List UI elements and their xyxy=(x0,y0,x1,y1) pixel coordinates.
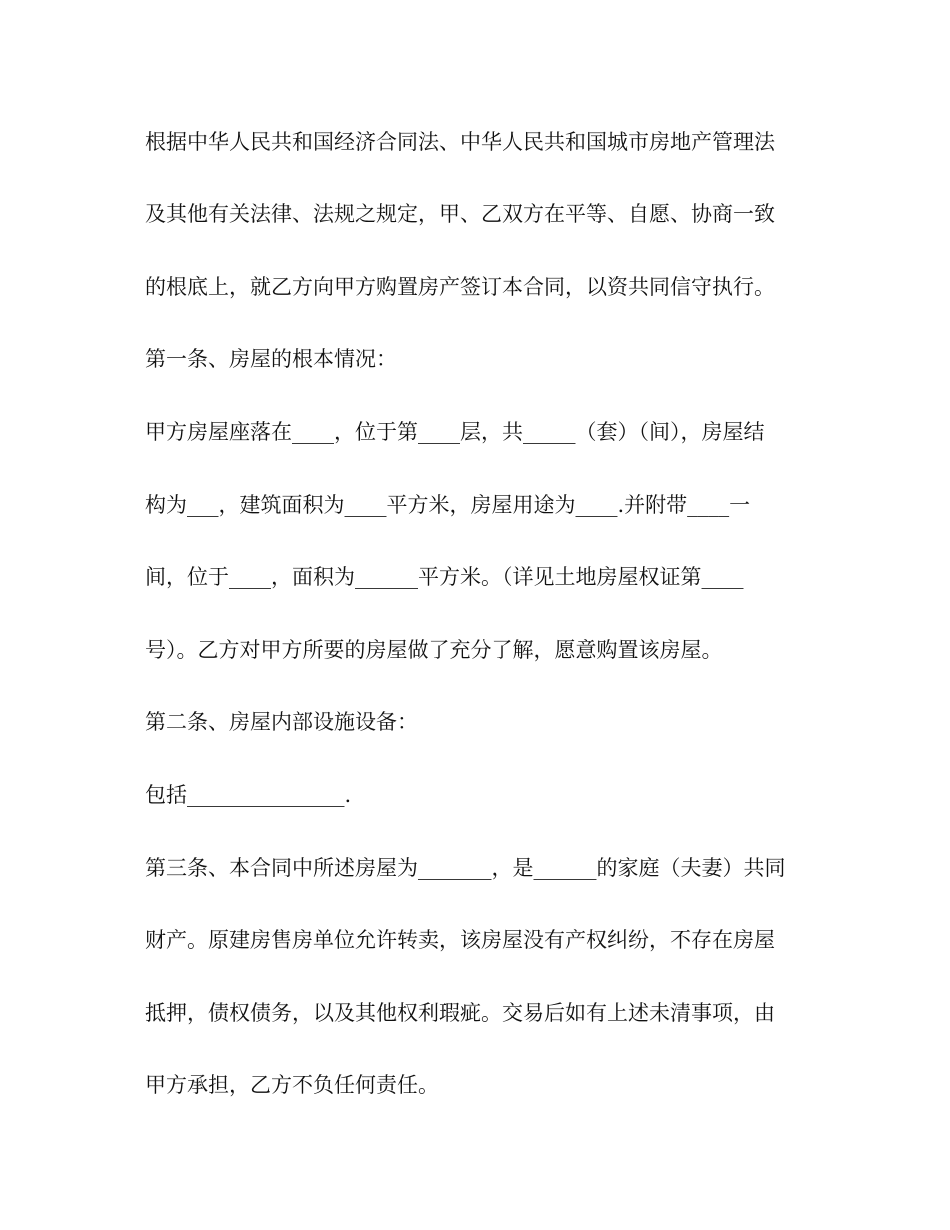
text-line-2: 及其他有关法律、法规之规定，甲、乙双方在平等、自愿、协商一致 xyxy=(145,202,775,226)
section-heading-3: 第三条、本合同中所述房屋为_______，是______的家庭（夫妻）共同 xyxy=(145,856,786,880)
section-heading-2: 第二条、房屋内部设施设备： xyxy=(145,710,418,734)
text-line-3: 的根底上，就乙方向甲方购置房产签订本合同，以资共同信守执行。 xyxy=(145,275,775,299)
text-line-1: 根据中华人民共和国经济合同法、中华人民共和国城市房地产管理法 xyxy=(145,130,775,154)
text-line-10: 包括_______________. xyxy=(145,783,352,807)
text-line-6: 构为___，建筑面积为____平方米，房屋用途为____.并附带____一 xyxy=(145,493,751,517)
text-line-7: 间，位于____，面积为______平方米。（详见土地房屋权证第____ xyxy=(145,565,744,589)
text-line-14: 甲方承担，乙方不负任何责任。 xyxy=(145,1073,439,1097)
section-heading-1: 第一条、房屋的根本情况： xyxy=(145,347,397,371)
text-line-12: 财产。原建房售房单位允许转卖，该房屋没有产权纠纷，不存在房屋 xyxy=(145,928,775,952)
text-line-13: 抵押，债权债务，以及其他权利瑕疵。交易后如有上述未清事项，由 xyxy=(145,1001,775,1025)
text-line-8: 号）。乙方对甲方所要的房屋做了充分了解，愿意购置该房屋。 xyxy=(145,638,723,662)
text-line-5: 甲方房屋座落在____，位于第____层，共_____（套）（间），房屋结 xyxy=(145,420,765,444)
